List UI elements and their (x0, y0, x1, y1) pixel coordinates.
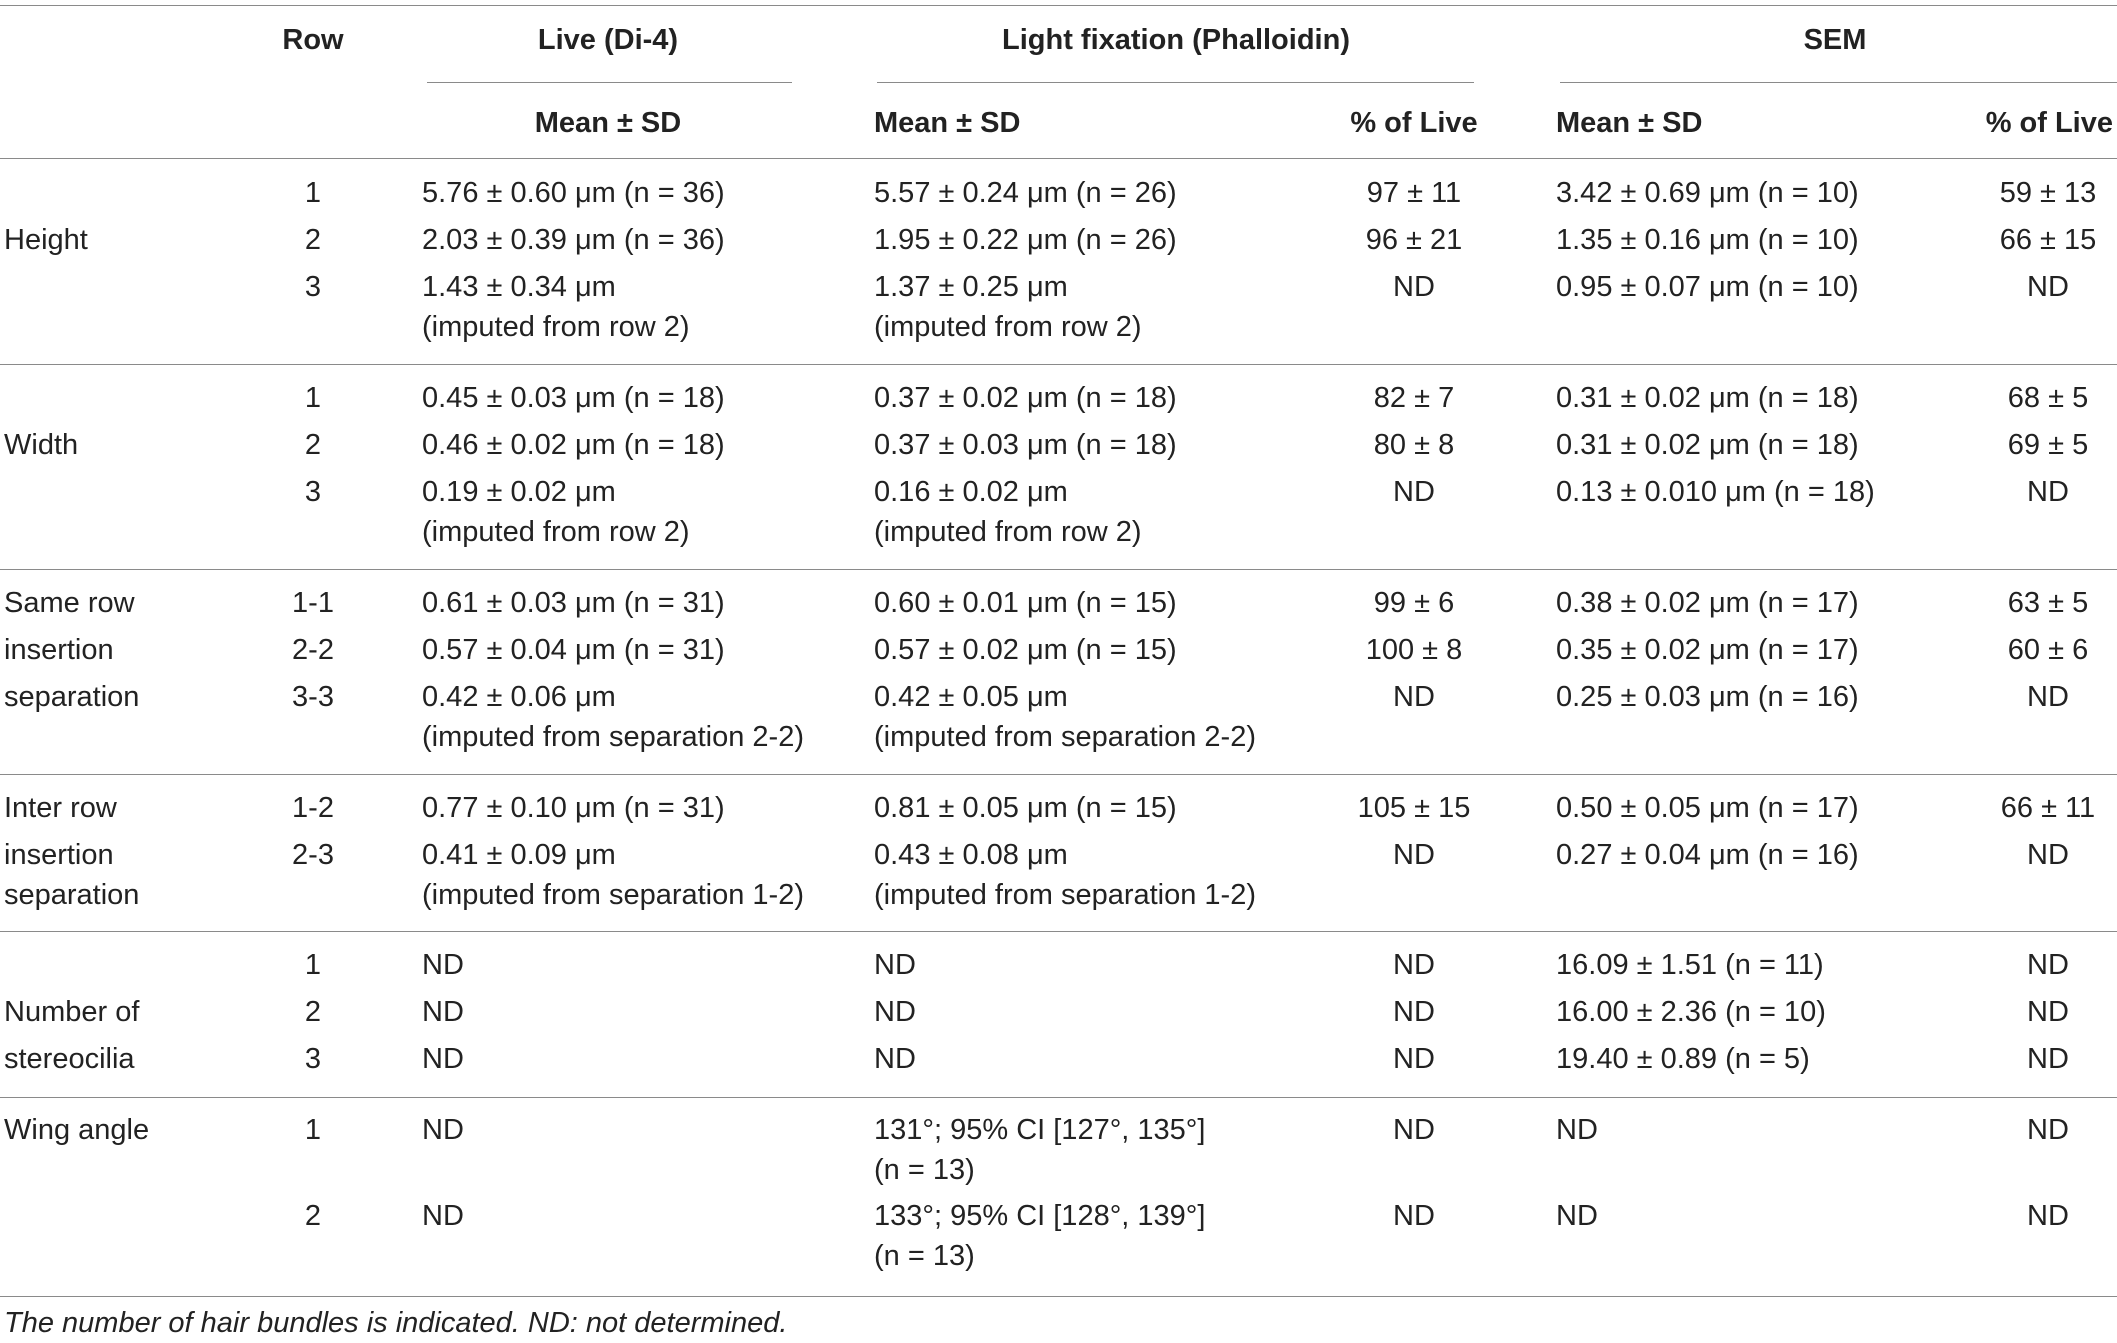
row-number-cell: 3-3 (292, 681, 334, 713)
row-number-cell: 3 (304, 1043, 322, 1075)
group-label: Height (4, 224, 88, 256)
light-fixation-cell: ND (874, 996, 916, 1028)
header-live-mean-sd: Mean ± SD (534, 107, 682, 139)
live-cell: 1.43 ± 0.34 μm (422, 271, 616, 303)
light-fixation-cell: (imputed from separation 1-2) (874, 879, 1256, 911)
sem-pct-live-cell: 59 ± 13 (1999, 177, 2097, 209)
light-fixation-cell: 0.81 ± 0.05 μm (n = 15) (874, 792, 1177, 824)
sem-pct-live-cell: 66 ± 15 (1999, 224, 2097, 256)
live-cell: (imputed from row 2) (422, 516, 690, 548)
light-pct-live-cell: ND (1393, 949, 1435, 981)
sem-cell: 0.35 ± 0.02 μm (n = 17) (1556, 634, 1859, 666)
light-fixation-cell: (imputed from row 2) (874, 516, 1142, 548)
row-number-cell: 3 (304, 271, 322, 303)
live-cell: ND (422, 1043, 464, 1075)
sem-pct-live-cell: ND (2027, 1200, 2069, 1232)
row-number-cell: 2 (304, 996, 322, 1028)
sem-cell: 0.38 ± 0.02 μm (n = 17) (1556, 587, 1859, 619)
sem-cell: 19.40 ± 0.89 (n = 5) (1556, 1043, 1810, 1075)
light-pct-live-cell: ND (1393, 996, 1435, 1028)
header-sem: SEM (1803, 24, 1867, 56)
live-cell: 0.46 ± 0.02 μm (n = 18) (422, 429, 725, 461)
sem-cell: 0.27 ± 0.04 μm (n = 16) (1556, 839, 1859, 871)
group-separator-rule (0, 774, 2117, 775)
sem-cell: 0.50 ± 0.05 μm (n = 17) (1556, 792, 1859, 824)
light-fixation-cell: 0.16 ± 0.02 μm (874, 476, 1068, 508)
sem-pct-live-cell: ND (2027, 839, 2069, 871)
header-underline-sem (1560, 82, 2117, 83)
light-pct-live-cell: ND (1393, 476, 1435, 508)
light-pct-live-cell: 100 ± 8 (1365, 634, 1463, 666)
sem-cell: 16.09 ± 1.51 (n = 11) (1556, 949, 1824, 981)
group-label: separation (4, 681, 140, 713)
sem-pct-live-cell: 68 ± 5 (2007, 382, 2089, 414)
light-pct-live-cell: 99 ± 6 (1373, 587, 1455, 619)
live-cell: 0.45 ± 0.03 μm (n = 18) (422, 382, 725, 414)
row-number-cell: 1-2 (292, 792, 334, 824)
row-number-cell: 2-3 (292, 839, 334, 871)
table-footnote: The number of hair bundles is indicated. ND: not determined. (4, 1307, 788, 1339)
header-bottom-rule (0, 158, 2117, 159)
light-fixation-cell: 0.37 ± 0.03 μm (n = 18) (874, 429, 1177, 461)
light-fixation-cell: ND (874, 1043, 916, 1075)
row-number-cell: 1 (304, 382, 322, 414)
sem-pct-live-cell: ND (2027, 681, 2069, 713)
live-cell: 2.03 ± 0.39 μm (n = 36) (422, 224, 725, 256)
table-top-rule (0, 5, 2117, 6)
light-fixation-cell: 0.57 ± 0.02 μm (n = 15) (874, 634, 1177, 666)
header-underline-light (877, 82, 1474, 83)
header-row: Row (282, 24, 344, 56)
sem-pct-live-cell: 60 ± 6 (2007, 634, 2089, 666)
sem-cell: 0.95 ± 0.07 μm (n = 10) (1556, 271, 1859, 303)
group-separator-rule (0, 1097, 2117, 1098)
live-cell: (imputed from separation 1-2) (422, 879, 804, 911)
group-label: Number of (4, 996, 140, 1028)
sem-cell: ND (1556, 1200, 1598, 1232)
group-label: Wing angle (4, 1114, 150, 1146)
live-cell: (imputed from separation 2-2) (422, 721, 804, 753)
light-fixation-cell: 0.43 ± 0.08 μm (874, 839, 1068, 871)
sem-pct-live-cell: ND (2027, 476, 2069, 508)
light-pct-live-cell: ND (1393, 1200, 1435, 1232)
live-cell: ND (422, 1114, 464, 1146)
sem-cell: ND (1556, 1114, 1598, 1146)
live-cell: 0.42 ± 0.06 μm (422, 681, 616, 713)
sem-pct-live-cell: ND (2027, 996, 2069, 1028)
sem-pct-live-cell: ND (2027, 1114, 2069, 1146)
group-separator-rule (0, 931, 2117, 932)
light-fixation-cell: 0.42 ± 0.05 μm (874, 681, 1068, 713)
row-number-cell: 3 (304, 476, 322, 508)
row-number-cell: 2-2 (292, 634, 334, 666)
sem-pct-live-cell: 66 ± 11 (2000, 792, 2096, 824)
light-pct-live-cell: 96 ± 21 (1365, 224, 1463, 256)
light-fixation-cell: (imputed from row 2) (874, 311, 1142, 343)
light-pct-live-cell: 105 ± 15 (1357, 792, 1471, 824)
row-number-cell: 1 (304, 949, 322, 981)
live-cell: 0.19 ± 0.02 μm (422, 476, 616, 508)
light-fixation-cell: (n = 13) (874, 1240, 975, 1272)
live-cell: ND (422, 996, 464, 1028)
group-label: Inter row (4, 792, 117, 824)
sem-cell: 16.00 ± 2.36 (n = 10) (1556, 996, 1826, 1028)
sem-cell: 0.31 ± 0.02 μm (n = 18) (1556, 429, 1859, 461)
light-fixation-cell: (imputed from separation 2-2) (874, 721, 1256, 753)
row-number-cell: 2 (304, 1200, 322, 1232)
group-label: Width (4, 429, 79, 461)
header-light-fixation: Light fixation (Phalloidin) (1002, 24, 1350, 56)
live-cell: ND (422, 949, 464, 981)
light-fixation-cell: (n = 13) (874, 1154, 975, 1186)
sem-cell: 3.42 ± 0.69 μm (n = 10) (1556, 177, 1859, 209)
light-fixation-cell: 1.95 ± 0.22 μm (n = 26) (874, 224, 1177, 256)
light-fixation-cell: 133°; 95% CI [128°, 139°] (874, 1200, 1206, 1232)
table-bottom-rule (0, 1296, 2117, 1297)
live-cell: 0.61 ± 0.03 μm (n = 31) (422, 587, 725, 619)
sem-pct-live-cell: ND (2027, 949, 2069, 981)
sem-pct-live-cell: ND (2027, 1043, 2069, 1075)
group-label: insertion (4, 634, 114, 666)
live-cell: 0.77 ± 0.10 μm (n = 31) (422, 792, 725, 824)
header-light-mean-sd: Mean ± SD (874, 107, 1021, 139)
light-fixation-cell: 5.57 ± 0.24 μm (n = 26) (874, 177, 1177, 209)
light-fixation-cell: 131°; 95% CI [127°, 135°] (874, 1114, 1206, 1146)
live-cell: 5.76 ± 0.60 μm (n = 36) (422, 177, 725, 209)
live-cell: 0.57 ± 0.04 μm (n = 31) (422, 634, 725, 666)
sem-cell: 1.35 ± 0.16 μm (n = 10) (1556, 224, 1859, 256)
header-sem-pct-live: % of Live (1985, 107, 2113, 139)
light-pct-live-cell: ND (1393, 271, 1435, 303)
light-pct-live-cell: ND (1393, 1043, 1435, 1075)
light-fixation-cell: 1.37 ± 0.25 μm (874, 271, 1068, 303)
light-pct-live-cell: 80 ± 8 (1373, 429, 1455, 461)
sem-pct-live-cell: 69 ± 5 (2007, 429, 2089, 461)
live-cell: (imputed from row 2) (422, 311, 690, 343)
light-pct-live-cell: ND (1393, 681, 1435, 713)
group-label: insertion (4, 839, 114, 871)
sem-cell: 0.13 ± 0.010 μm (n = 18) (1556, 476, 1875, 508)
header-light-pct-live: % of Live (1350, 107, 1478, 139)
sem-pct-live-cell: ND (2027, 271, 2069, 303)
row-number-cell: 1 (304, 177, 322, 209)
light-pct-live-cell: ND (1393, 1114, 1435, 1146)
row-number-cell: 2 (304, 429, 322, 461)
row-number-cell: 2 (304, 224, 322, 256)
row-number-cell: 1-1 (292, 587, 334, 619)
live-cell: ND (422, 1200, 464, 1232)
group-separator-rule (0, 569, 2117, 570)
header-underline-live (427, 82, 792, 83)
light-fixation-cell: 0.37 ± 0.02 μm (n = 18) (874, 382, 1177, 414)
sem-cell: 0.25 ± 0.03 μm (n = 16) (1556, 681, 1859, 713)
light-pct-live-cell: 82 ± 7 (1373, 382, 1455, 414)
header-sem-mean-sd: Mean ± SD (1556, 107, 1703, 139)
sem-pct-live-cell: 63 ± 5 (2007, 587, 2089, 619)
live-cell: 0.41 ± 0.09 μm (422, 839, 616, 871)
light-fixation-cell: ND (874, 949, 916, 981)
group-label: stereocilia (4, 1043, 135, 1075)
row-number-cell: 1 (304, 1114, 322, 1146)
light-fixation-cell: 0.60 ± 0.01 μm (n = 15) (874, 587, 1177, 619)
group-label: Same row (4, 587, 135, 619)
header-live: Live (Di-4) (537, 24, 679, 56)
light-pct-live-cell: 97 ± 11 (1366, 177, 1462, 209)
light-pct-live-cell: ND (1393, 839, 1435, 871)
sem-cell: 0.31 ± 0.02 μm (n = 18) (1556, 382, 1859, 414)
group-separator-rule (0, 364, 2117, 365)
group-label: separation (4, 879, 140, 911)
